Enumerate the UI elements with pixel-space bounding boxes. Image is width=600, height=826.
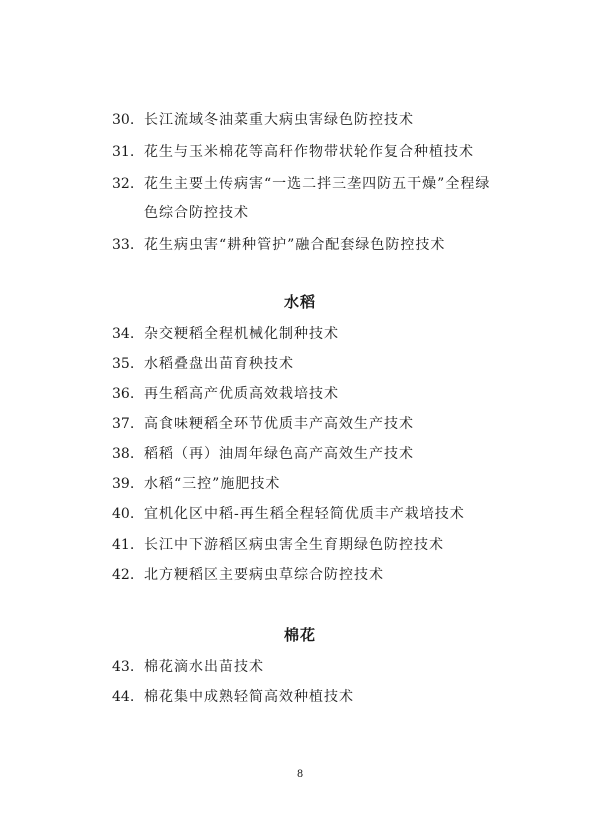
list-item bbox=[112, 385, 339, 403]
item-number: 33. bbox=[112, 237, 135, 253]
list-item bbox=[112, 688, 354, 706]
list-item bbox=[112, 475, 280, 493]
item-continuation: 色综合防控技术 bbox=[144, 205, 249, 221]
item-number: 30. bbox=[112, 112, 135, 128]
list-item bbox=[112, 415, 414, 433]
item-text: 花生病虫害“耕种管护”融合配套绿色防控技术 bbox=[144, 237, 446, 253]
item-text: 棉花集中成熟轻简高效种植技术 bbox=[144, 689, 354, 705]
list-item bbox=[112, 111, 414, 129]
item-text: 北方粳稻区主要病虫草综合防控技术 bbox=[144, 567, 384, 583]
item-text: 花生主要土传病害“一选二拌三垄四防五干燥”全程绿 bbox=[144, 176, 491, 192]
section-heading-rice: 水稻 bbox=[283, 293, 316, 311]
item-number: 39. bbox=[112, 476, 135, 492]
item-text: 稻稻（再）油周年绿色高产高效生产技术 bbox=[144, 446, 414, 462]
item-number: 43. bbox=[112, 659, 135, 675]
page-number: 8 bbox=[296, 769, 304, 780]
list-item bbox=[112, 445, 414, 463]
list-item bbox=[112, 175, 490, 193]
item-text: 棉花滴水出苗技术 bbox=[144, 659, 264, 675]
item-number: 38. bbox=[112, 446, 135, 462]
list-item bbox=[112, 536, 444, 554]
item-number: 42. bbox=[112, 567, 135, 583]
item-text: 高食味粳稻全环节优质丰产高效生产技术 bbox=[144, 416, 414, 432]
item-number: 40. bbox=[112, 506, 135, 522]
section-heading-cotton: 棉花 bbox=[283, 626, 316, 644]
list-item bbox=[112, 658, 264, 676]
item-text: 花生与玉米棉花等高秆作物带状轮作复合种植技术 bbox=[144, 144, 474, 160]
list-item bbox=[112, 143, 474, 161]
item-text: 宜机化区中稻-再生稻全程轻简优质丰产栽培技术 bbox=[144, 506, 465, 522]
list-item bbox=[112, 566, 384, 584]
item-text: 长江流域冬油菜重大病虫害绿色防控技术 bbox=[144, 112, 414, 128]
item-number: 31. bbox=[112, 144, 135, 160]
item-number: 32. bbox=[112, 176, 135, 192]
list-item bbox=[112, 325, 339, 343]
list-item bbox=[112, 505, 465, 523]
item-text: 长江中下游稻区病虫害全生育期绿色防控技术 bbox=[144, 537, 444, 553]
item-number: 37. bbox=[112, 416, 135, 432]
item-text: 再生稻高产优质高效栽培技术 bbox=[144, 386, 339, 402]
item-text: 杂交粳稻全程机械化制种技术 bbox=[144, 326, 339, 342]
item-number: 35. bbox=[112, 356, 135, 372]
item-number: 44. bbox=[112, 689, 135, 705]
item-number: 36. bbox=[112, 386, 135, 402]
list-item bbox=[112, 355, 294, 373]
list-item bbox=[112, 236, 445, 254]
item-text: 水稻叠盘出苗育秧技术 bbox=[144, 356, 294, 372]
item-number: 34. bbox=[112, 326, 135, 342]
item-text: 水稻“三控”施肥技术 bbox=[144, 476, 281, 492]
item-number: 41. bbox=[112, 537, 135, 553]
